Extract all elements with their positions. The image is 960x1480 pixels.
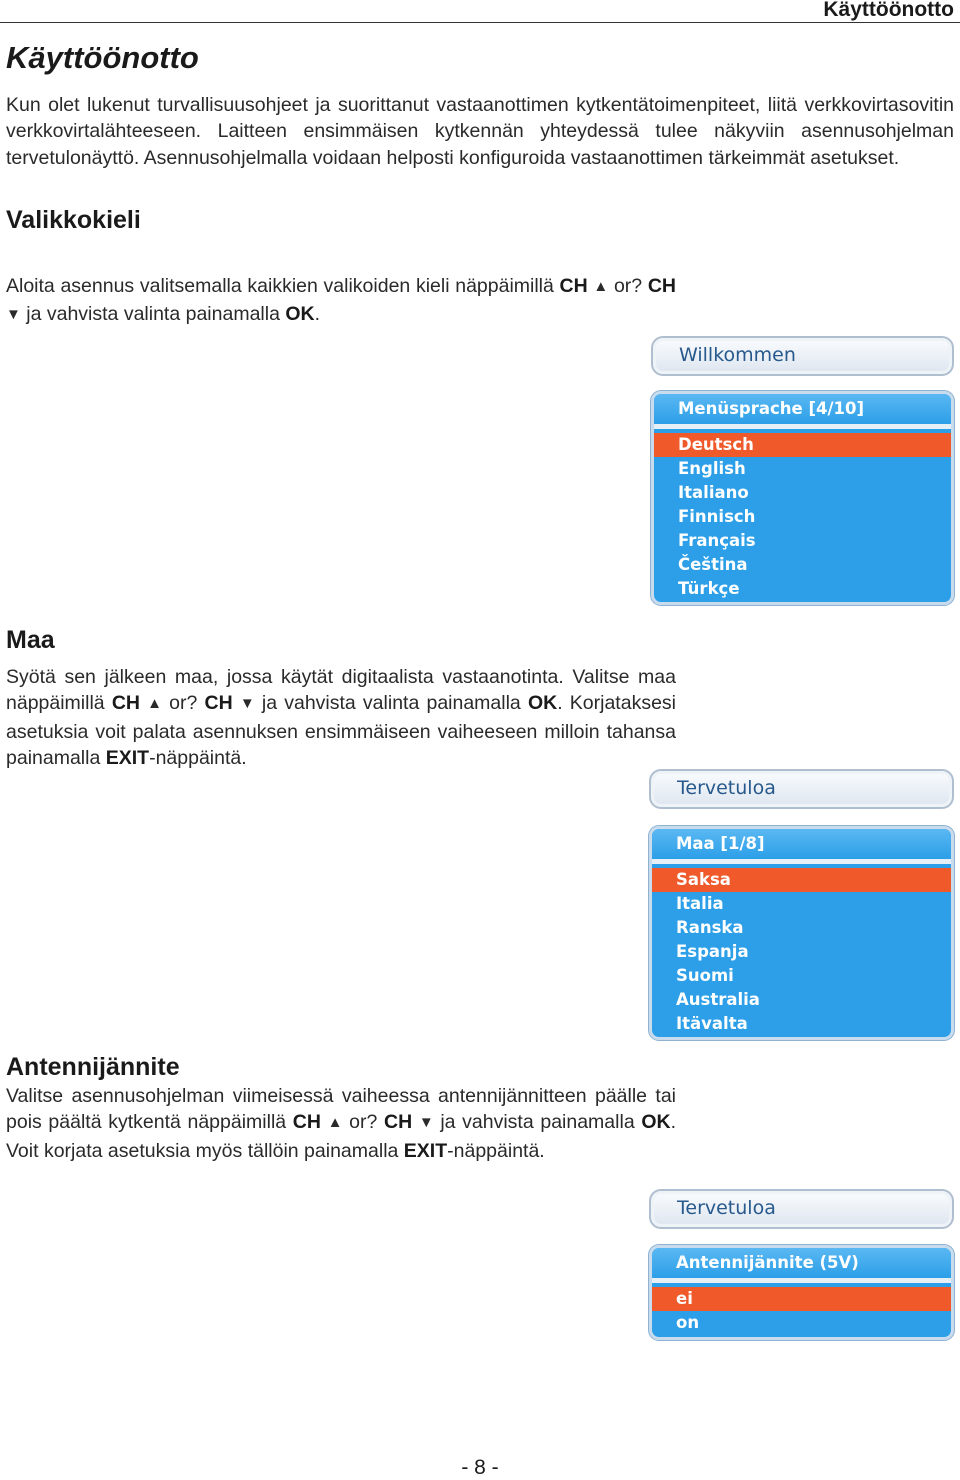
menu-option[interactable]: Italiano (678, 483, 749, 502)
section-heading-antenna: Antennijännite (6, 1053, 180, 1081)
key-ch: CH (559, 275, 588, 297)
menu-option[interactable]: English (678, 459, 746, 478)
menu-option[interactable]: Čeština (678, 555, 748, 574)
menu-option[interactable]: on (676, 1313, 700, 1332)
key-ch: CH (204, 692, 233, 715)
arrow-up-icon: ▲ (593, 278, 609, 295)
menu-option[interactable]: Italia (676, 894, 724, 913)
arrow-down-icon: ▼ (6, 306, 21, 324)
welcome-banner: Tervetuloa (649, 1189, 954, 1229)
country-list (652, 868, 951, 1036)
key-ch: CH (111, 692, 140, 715)
menu-option[interactable]: Espanja (676, 942, 749, 961)
key-ok: OK (527, 692, 558, 715)
menu-language-list (654, 433, 951, 601)
menu-option[interactable]: Türkçe (678, 579, 740, 598)
menu-option[interactable]: Suomi (676, 966, 734, 985)
running-header-title: Käyttöönotto (823, 0, 954, 21)
key-ok: OK (641, 1111, 671, 1134)
section-heading-country: Maa (6, 626, 55, 654)
section-heading-menu-language: Valikkokieli (6, 206, 141, 234)
menu-option[interactable]: Saksa (652, 868, 951, 892)
intro-paragraph: Kun olet lukenut turvallisuusohjeet ja suorittanut vastaanottimen kytkentätoimenpiteet, liitä verkkovirtasovitin verkkovirtalähteeseen. Laitteen ensimmäisen kytkennän yhteydessä tulee näkyviin asennusohjelman tervetulonäyttö. Asennusohjelmalla voidaan helposti konfiguroida vastaanottimen tärkeimmät asetukset. (6, 94, 954, 169)
menu-option[interactable]: ei (652, 1287, 951, 1311)
menu-option[interactable]: Deutsch (654, 433, 951, 457)
key-exit: EXIT (105, 746, 150, 769)
antenna-title: Antennijännite (5V) (652, 1248, 951, 1283)
arrow-up-icon: ▲ (327, 1114, 343, 1132)
menu-option[interactable]: Australia (676, 990, 760, 1009)
country-paragraph: Syötä sen jälkeen maa, jossa käytät digitaalista vastaanotinta. Valitse maa näppäimillä CH ▲ or? CH ▼ ja vahvista valinta painamalla OK. Korjataksesi asetuksia voit palata asennuksen ensimmäiseen vaiheeseen milloin tahansa painamalla EXIT-näppäintä. (6, 666, 676, 769)
page-number: - 8 - (461, 1456, 499, 1479)
antenna-list (652, 1287, 951, 1335)
antenna-panel (649, 1245, 954, 1340)
key-ch: CH (292, 1111, 321, 1134)
menu-option[interactable]: Itävalta (676, 1014, 748, 1033)
antenna-paragraph: Valitse asennusohjelman viimeisessä vaiheessa antennijännitteen päälle tai pois päältä kytkentä näppäimillä CH ▲ or? CH ▼ ja vahvista painamalla OK. Voit korjata asetuksia myös tällöin painamalla EXIT-näppäintä. (6, 1085, 676, 1162)
arrow-down-icon: ▼ (418, 1114, 434, 1132)
key-ch: CH (647, 275, 676, 297)
welcome-banner: Tervetuloa (649, 769, 954, 809)
menu-option[interactable]: Français (678, 531, 756, 550)
menu-language-paragraph: Aloita asennus valitsemalla kaikkien valikoiden kieli näppäimillä CH ▲ or? CH ▼ ja vahvista valinta painamalla OK. (6, 273, 676, 330)
key-ok: OK (285, 303, 315, 326)
welcome-banner: Willkommen (651, 336, 954, 376)
key-exit: EXIT (403, 1139, 448, 1162)
running-header (0, 0, 960, 23)
menu-language-panel (651, 391, 954, 605)
arrow-down-icon: ▼ (239, 695, 255, 713)
arrow-up-icon: ▲ (147, 695, 163, 713)
menu-option[interactable]: Finnisch (678, 507, 756, 526)
country-panel (649, 826, 954, 1040)
page-title: Käyttöönotto (6, 40, 199, 75)
menu-language-title: Menüsprache [4/10] (654, 394, 951, 429)
menu-option[interactable]: Ranska (676, 918, 744, 937)
key-ch: CH (383, 1111, 413, 1134)
country-title: Maa [1/8] (652, 829, 951, 864)
